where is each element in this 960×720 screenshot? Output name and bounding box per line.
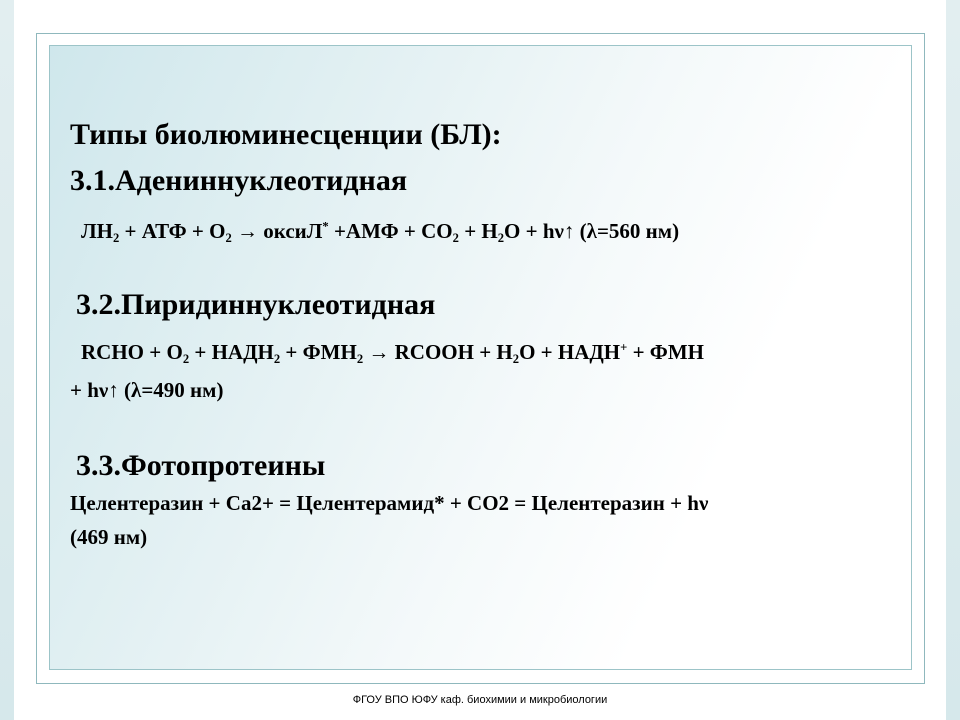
section-2-equation: RCHO + $O_2$ + $НАДН_2 + ФМН_2$ → RCOOH + $H_2O$ + НАДН+ + ФМН [81,340,705,366]
slide-footer: ФГОУ ВПО ЮФУ каф. биохимии и микробиологии [352,694,608,706]
slide-title: Типы биолюминесценции (БЛ): [70,118,502,151]
section-3-equation-line-2: (469 нм) [70,525,148,549]
section-1-equation: $ЛН_2$ + АТФ + $О_2$ → оксиЛ* $+АМФ + СО_2 + Н_2О$ + hν↑ (λ=560 нм) [81,219,680,245]
section-1-heading: 3.1.Адениннуклеотидная [70,164,408,197]
section-2-equation-line-2: + hν↑ (λ=490 нм) [70,378,224,402]
section-3-heading: 3.3.Фотопротеины [76,449,326,482]
right-edge-strip [946,0,960,720]
section-2-heading: 3.2.Пиридиннуклеотидная [76,288,436,321]
section-3-equation: Целентеразин + Ca2+ = Целентерамид* + CO2 = Целентеразин + hν [70,491,709,515]
left-edge-strip [0,0,14,720]
